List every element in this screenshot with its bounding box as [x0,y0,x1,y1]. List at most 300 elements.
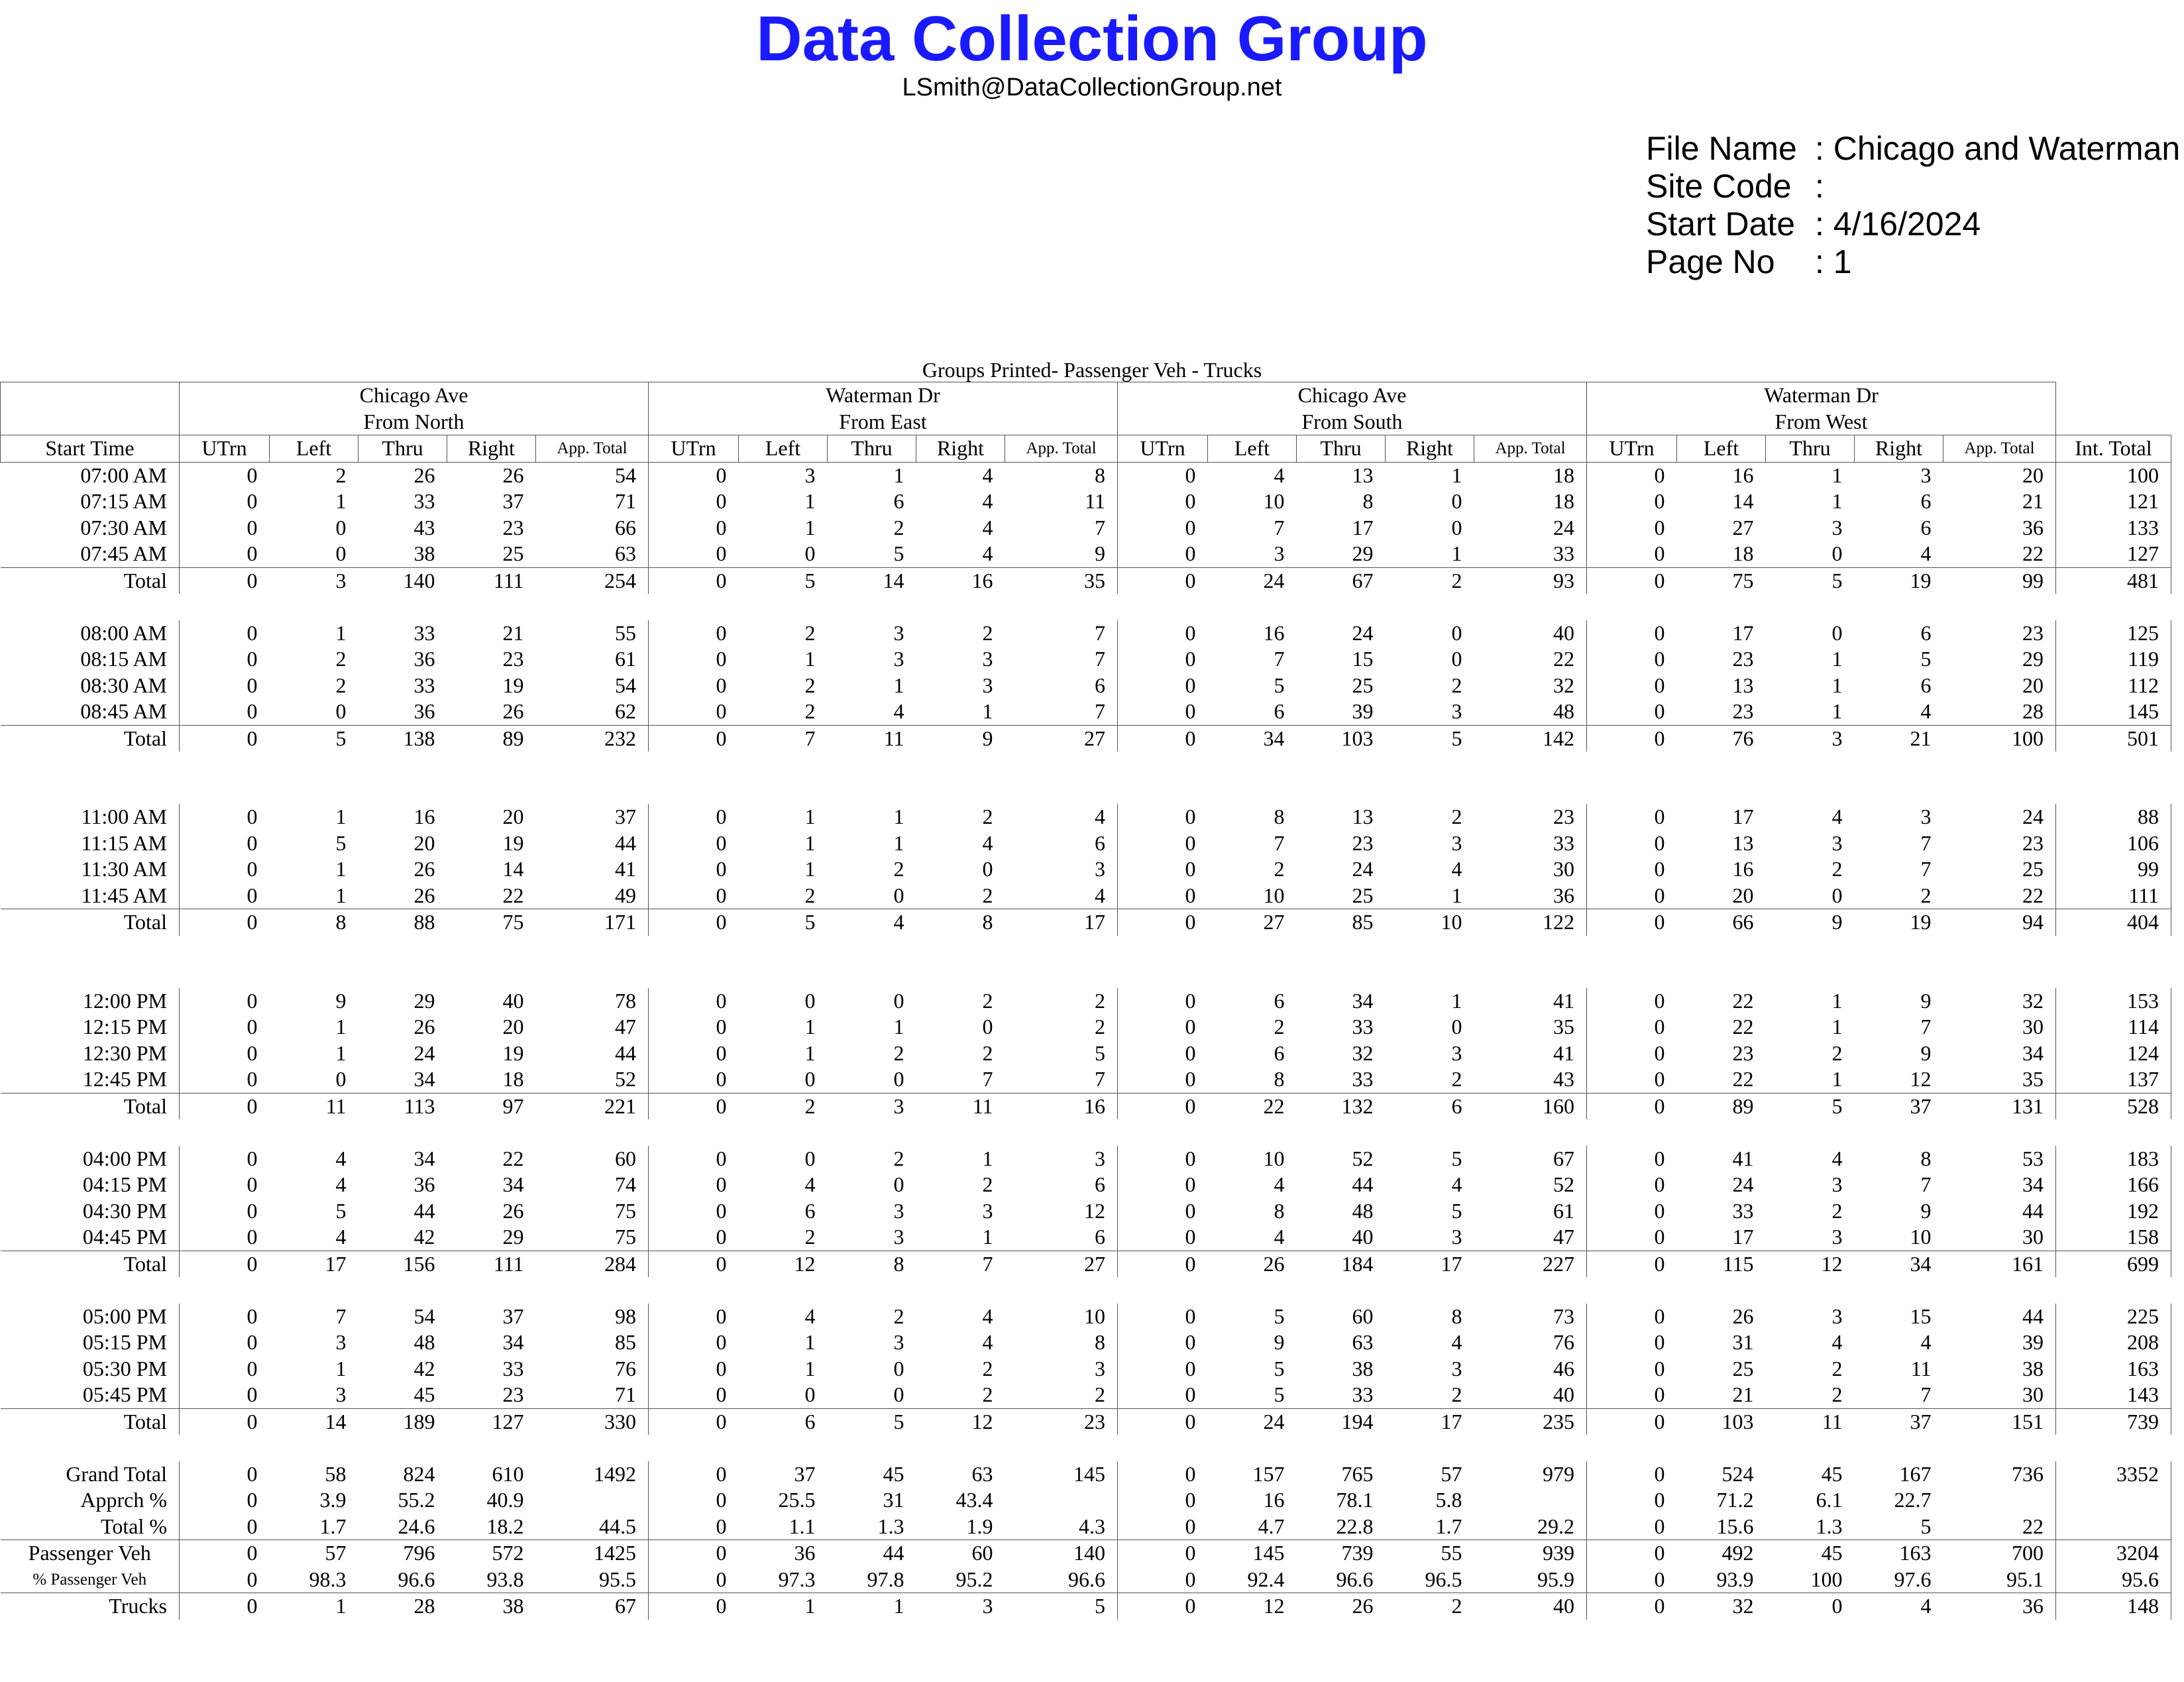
col-right: Right [447,435,536,463]
count-cell: 45 [1821,1461,1843,1486]
count-cell: 17 [1352,515,1374,539]
count-cell: 54 [536,673,649,699]
count-cell: 103 [1297,725,1386,752]
total-row [1,1251,2171,1277]
count-cell: 5 [893,541,904,565]
count-cell: 0 [1587,567,1677,594]
count-cell: 3 [270,567,358,594]
count-cell: 0 [1118,646,1208,673]
count-cell: 94 [1943,909,2056,936]
count-cell: 1 [804,515,816,539]
count-cell: 37 [536,804,649,830]
count-cell: 3 [1831,515,1843,539]
count-cell: 13 [1352,805,1374,828]
count-cell: 24 [1474,515,1587,541]
row-label: 07:30 AM [80,515,167,539]
count-cell: 6 [1274,699,1285,723]
table-body [1,462,2171,1620]
count-cell: 16 [1732,857,1754,881]
count-cell: 1 [804,1015,816,1038]
count-cell: 8 [916,909,1005,936]
count-cell: 22 [502,883,524,907]
count-cell: 0 [180,567,270,594]
row-label: 11:30 AM [81,857,167,881]
count-cell: 44 [536,1040,649,1067]
count-cell: 16 [413,805,435,828]
count-cell: 20 [1943,673,2056,699]
spacer-row [1,1277,2171,1304]
spacer-row [1,752,2171,778]
row-label: 04:45 PM [82,1225,167,1249]
count-cell: 40 [1474,1593,1587,1620]
spacer-row [1,962,2171,988]
count-cell: 4 [1451,1330,1462,1354]
count-cell: 166 [2056,1172,2171,1198]
count-cell: 0 [180,620,270,647]
count-cell: 2 [804,673,816,697]
count-cell: 36 [1943,1593,2056,1620]
count-cell: 11 [1910,1356,1932,1380]
count-cell: 3 [1005,1146,1118,1172]
count-cell: 24 [1208,1408,1297,1435]
count-cell: 96.6 [398,1567,435,1591]
count-cell: 0 [1118,988,1208,1015]
count-cell: 20 [1732,883,1754,907]
count-cell: 0 [1587,1146,1677,1172]
count-cell: 23 [1732,1040,1754,1065]
count-cell: 24.6 [398,1514,435,1538]
count-cell: 3 [893,1225,904,1249]
count-cell: 63 [971,1461,993,1486]
count-cell: 60 [536,1146,649,1172]
column-header-row [1,435,2171,463]
count-cell: 4 [1831,805,1843,828]
count-cell: 2 [1386,567,1474,594]
time-row [1,1066,2171,1093]
count-cell: 33 [1352,1067,1374,1091]
count-cell: 6 [1005,673,1118,699]
count-cell: 67 [1474,1146,1587,1172]
count-cell: 1 [270,1593,358,1620]
count-cell: 6 [1386,1093,1474,1119]
count-cell: 23 [1943,830,2056,857]
count-cell: 0 [180,909,270,936]
count-cell: 3 [1451,830,1462,855]
count-cell: 0 [649,1014,739,1040]
count-cell: 6.1 [1816,1488,1843,1512]
spacer-cell [1,1435,2171,1461]
count-cell: 97.3 [778,1567,816,1591]
count-cell: 736 [1943,1461,2056,1488]
col-int-total: Int. Total [2056,435,2171,463]
count-cell: 42 [413,1356,435,1380]
count-cell: 7 [1274,830,1285,855]
count-cell: 330 [536,1408,649,1435]
count-cell: 7 [1005,1066,1118,1093]
count-cell: 32 [1943,988,2056,1015]
count-cell: 0 [804,1146,816,1170]
count-cell: 5 [335,1198,347,1223]
count-cell: 88 [2056,804,2171,830]
count-cell: 2 [893,1146,904,1170]
count-cell: 7 [739,725,828,752]
count-cell: 0 [649,1382,739,1408]
info-key: Site Code [1646,168,1792,205]
row-label: Passenger Veh [1,1540,180,1567]
count-cell: 39 [1352,699,1374,723]
count-cell: 121 [2056,488,2171,515]
count-cell: 127 [447,1408,536,1435]
count-cell: 32 [1474,673,1587,699]
count-cell: 44 [1943,1198,2056,1225]
count-cell: 99 [2056,856,2171,883]
count-cell: 2 [982,1356,993,1380]
count-cell: 4 [1274,463,1285,487]
spacer-cell [1,594,2171,620]
count-cell: 1 [804,1356,816,1380]
count-cell: 0 [649,1487,739,1514]
count-cell: 0 [649,1329,739,1356]
count-cell: 19 [502,673,524,697]
count-cell: 0 [1587,515,1677,541]
count-cell: 44 [536,830,649,857]
count-cell: 796 [358,1540,447,1567]
count-cell: 23 [502,1382,524,1406]
time-row [1,515,2171,541]
count-cell: 15 [1910,1304,1932,1328]
count-cell: 5 [1274,1382,1285,1406]
col-right: Right [916,435,1005,463]
count-cell: 8 [1920,1146,1932,1170]
count-cell: 824 [403,1461,435,1486]
count-cell: 34 [1208,725,1297,752]
count-cell: 5 [739,567,828,594]
count-cell: 163 [2056,1356,2171,1382]
spacer-row [1,778,2171,805]
report-title: Data Collection Group [756,3,1428,74]
count-cell: 25 [1352,673,1374,697]
count-cell: 148 [2056,1593,2171,1620]
count-cell: 0 [1118,673,1208,699]
count-cell: 36 [1943,515,2056,541]
row-label: 07:15 AM [80,489,167,513]
count-cell: 29.2 [1474,1514,1587,1540]
count-cell: 1 [335,1040,347,1065]
count-cell: 2 [982,988,993,1013]
count-cell: 0 [1587,620,1677,647]
count-cell: 24 [1208,567,1297,594]
count-cell: 97.8 [867,1567,904,1591]
time-row [1,646,2171,673]
count-cell: 0 [649,567,739,594]
count-cell: 8 [828,1251,916,1277]
count-cell: 171 [536,909,649,936]
count-cell: 9 [916,725,1005,752]
spacer-cell [1,778,2171,805]
time-row [1,462,2171,488]
count-cell: 3 [1766,725,1855,752]
count-cell: 0 [180,988,270,1015]
row-label: 11:00 AM [81,805,167,828]
row-label: Total [1,1251,180,1277]
count-cell: 7 [335,1304,347,1328]
count-cell: 765 [1341,1461,1374,1486]
spacer-cell [1,936,2171,962]
count-cell: 12 [739,1251,828,1277]
count-cell: 78 [536,988,649,1015]
count-cell: 17 [1005,909,1118,936]
count-cell: 0 [1587,1382,1677,1408]
count-cell: 1 [804,805,816,828]
count-cell: 67 [1297,567,1386,594]
count-cell: 106 [2056,830,2171,857]
row-label: 05:15 PM [82,1330,167,1354]
count-cell: 8 [270,909,358,936]
col-app-total: App. Total [1474,435,1587,463]
count-cell: 3 [804,463,816,487]
row-label: Grand Total [66,1461,167,1486]
count-cell: 1 [1831,673,1843,697]
count-cell: 12 [916,1408,1005,1435]
count-cell: 0 [1118,804,1208,830]
spacer-row [1,1435,2171,1461]
count-cell: 11 [270,1093,358,1119]
contact-email: LSmith@DataCollectionGroup.net [902,74,1282,101]
count-cell: 0 [649,1408,739,1435]
count-cell: 5 [1451,1146,1462,1170]
count-cell: 22 [1732,1067,1754,1091]
count-cell: 96.5 [1425,1567,1462,1591]
count-cell [1943,1487,2056,1514]
count-cell: 0 [893,1382,904,1406]
time-row [1,1172,2171,1198]
count-cell: 1 [982,1146,993,1170]
count-cell: 610 [492,1461,524,1486]
count-cell: 0 [1118,830,1208,857]
count-cell: 156 [358,1251,447,1277]
count-cell: 140 [1005,1540,1118,1567]
count-cell: 1 [335,489,347,513]
count-cell: 7 [1274,515,1285,539]
count-cell: 32 [1352,1040,1374,1065]
count-cell: 0 [1587,1461,1677,1488]
count-cell: 0 [180,673,270,699]
count-cell: 0 [1587,1593,1677,1620]
count-cell: 0 [649,1040,739,1067]
count-cell: 1 [893,1015,904,1038]
count-cell: 0 [1587,883,1677,909]
count-cell: 71 [536,488,649,515]
count-cell: 24 [1732,1172,1754,1196]
count-cell: 0 [1118,1251,1208,1277]
count-cell: 700 [1943,1540,2056,1567]
turning-count-table [0,382,2171,1620]
count-cell: 0 [1118,488,1208,515]
count-cell: 1 [1451,463,1462,487]
col-left: Left [739,435,828,463]
spacer-cell [1,1277,2171,1304]
count-cell: 54 [536,462,649,488]
count-cell: 26 [1208,1251,1297,1277]
count-cell: 939 [1474,1540,1587,1567]
count-cell: 2 [1386,1593,1474,1620]
info-key: File Name [1646,130,1797,167]
count-cell: 221 [536,1093,649,1119]
count-cell: 4 [1920,699,1932,723]
count-cell: 52 [1352,1146,1374,1170]
count-cell: 44 [1943,1304,2056,1330]
count-cell: 23 [1352,830,1374,855]
count-cell: 98.3 [309,1567,347,1591]
count-cell: 138 [358,725,447,752]
row-label: 05:30 PM [82,1356,167,1380]
count-cell: 1 [335,883,347,907]
count-cell: 46 [1474,1356,1587,1382]
count-cell: 0 [649,1461,739,1488]
count-cell: 8 [1274,1067,1285,1091]
count-cell: 0 [180,1014,270,1040]
count-cell: 1 [335,1356,347,1380]
count-cell: 34 [413,1067,435,1091]
count-cell: 43 [413,515,435,539]
count-cell: 7 [1920,830,1932,855]
count-cell: 0 [1831,541,1843,565]
count-cell: 524 [1721,1461,1754,1486]
count-cell: 22 [502,1146,524,1170]
count-cell: 0 [649,1514,739,1540]
count-cell: 143 [2056,1382,2171,1408]
count-cell: 21 [502,620,524,645]
count-cell: 0 [804,1067,816,1091]
count-cell: 0 [1451,1015,1462,1038]
count-cell: 33 [1474,830,1587,857]
count-cell: 0 [180,1066,270,1093]
count-cell: 36 [413,647,435,671]
count-cell: 74 [536,1172,649,1198]
count-cell: 0 [180,1540,270,1567]
row-label: 11:15 AM [81,830,167,855]
count-cell: 33 [1474,541,1587,567]
count-cell: 0 [180,1198,270,1225]
count-cell: 1 [804,830,816,855]
count-cell: 40 [1474,1382,1587,1408]
count-cell: 4 [982,515,993,539]
count-cell: 0 [180,1408,270,1435]
count-cell: 13 [1352,463,1374,487]
count-cell: 78.1 [1336,1488,1374,1512]
count-cell: 4 [1831,1330,1843,1354]
count-cell: 6 [804,1198,816,1223]
count-cell: 2 [335,673,347,697]
count-cell: 3 [1451,699,1462,723]
count-cell: 0 [180,804,270,830]
count-cell: 4 [1274,1225,1285,1249]
row-label: Total [1,1093,180,1119]
count-cell: 0 [649,1540,739,1567]
count-cell: 62 [536,699,649,725]
count-cell: 25.5 [778,1488,816,1512]
count-cell: 0 [649,1304,739,1330]
count-cell: 225 [2056,1304,2171,1330]
count-cell: 3 [335,1330,347,1354]
count-cell: 40 [502,988,524,1013]
count-cell: 0 [180,699,270,725]
count-cell: 2 [804,699,816,723]
count-cell: 0 [1587,830,1677,857]
count-cell: 2 [1920,883,1932,907]
count-cell: 1 [1831,463,1843,487]
count-cell: 3 [1274,541,1285,565]
time-row [1,673,2171,699]
count-cell: 95.6 [2056,1567,2171,1593]
count-cell: 0 [649,883,739,909]
count-cell: 9 [1005,541,1118,567]
time-row [1,1198,2171,1225]
count-cell: 0 [1587,1514,1677,1540]
count-cell: 0 [649,1251,739,1277]
count-cell: 5 [1274,673,1285,697]
count-cell: 1.7 [1435,1514,1462,1538]
count-cell: 2 [1451,1067,1462,1091]
count-cell: 55 [1386,1540,1474,1567]
count-cell: 0 [1118,1593,1208,1620]
count-cell: 5 [335,830,347,855]
count-cell: 22 [1943,1514,2056,1540]
count-cell: 67 [536,1593,649,1620]
count-cell: 0 [1118,1040,1208,1067]
count-cell: 0 [1587,804,1677,830]
count-cell: 10 [1005,1304,1118,1330]
count-cell: 0 [982,1015,993,1038]
count-cell: 100 [1810,1567,1843,1591]
count-cell: 0 [649,909,739,936]
count-cell: 34 [1943,1172,2056,1198]
count-cell: 18 [1474,462,1587,488]
row-label: 08:00 AM [80,620,167,645]
count-cell: 27 [1005,1251,1118,1277]
count-cell: 38 [413,541,435,565]
count-cell: 6 [1005,1224,1118,1251]
count-cell: 75 [447,909,536,936]
count-cell: 0 [649,620,739,647]
count-cell [2056,1514,2171,1540]
count-cell: 8 [1005,1329,1118,1356]
count-cell: 0 [649,462,739,488]
row-label: 08:45 AM [80,699,167,723]
count-cell: 7 [916,1251,1005,1277]
count-cell: 44 [828,1540,916,1567]
time-row [1,830,2171,857]
count-cell: 16 [1732,463,1754,487]
count-cell: 4 [982,1330,993,1354]
count-cell: 25 [1943,856,2056,883]
count-cell: 3 [1005,1356,1118,1382]
count-cell: 0 [1118,541,1208,567]
count-cell: 71 [536,1382,649,1408]
count-cell: 0 [1587,988,1677,1015]
count-cell: 13 [1732,830,1754,855]
count-cell: 127 [2056,541,2171,567]
count-cell: 89 [447,725,536,752]
count-cell: 0 [1587,909,1677,936]
count-cell: 18 [502,1067,524,1091]
count-cell: 30 [1943,1224,2056,1251]
count-cell: 41 [536,856,649,883]
count-cell: 0 [649,1567,739,1593]
count-cell: 145 [2056,699,2171,725]
count-cell: 11 [1766,1408,1855,1435]
count-cell: 29 [413,988,435,1013]
